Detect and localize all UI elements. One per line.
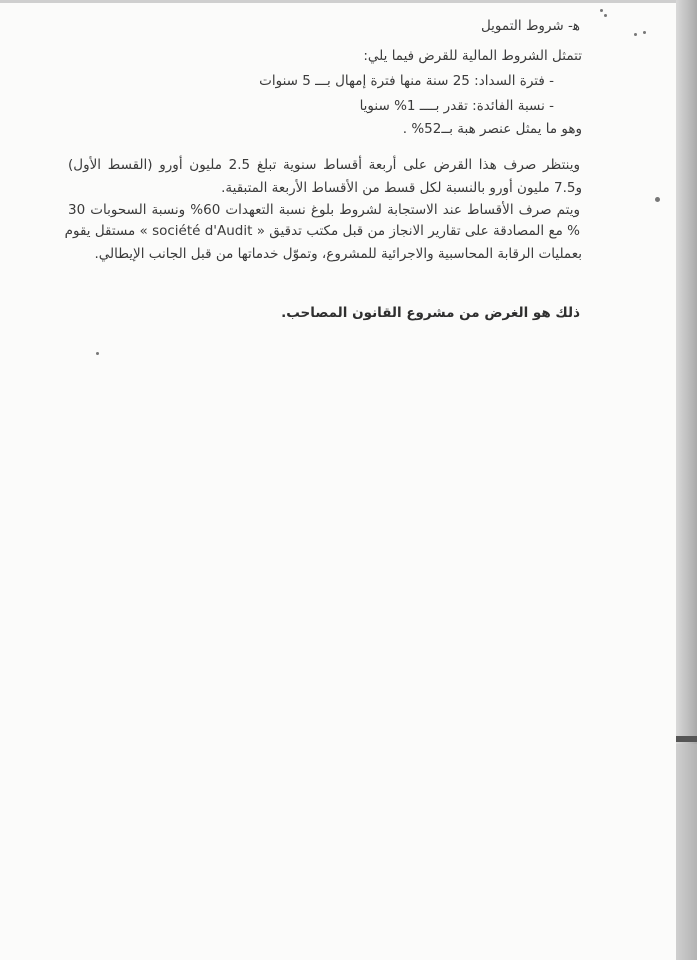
scan-speck [600,9,603,12]
scan-speck [643,31,646,34]
grant-line: وهو ما يمثل عنصر هبة بــ52% . [402,121,582,137]
paragraph1-line-2: و7.5 مليون أورو بالنسبة لكل قسط من الأقساط الأربعة المتبقية. [221,180,582,196]
paragraph2-line-3: بعمليات الرقابة المحاسبية والاجرائية للمشروع، وتموّل خدماتها من قبل الجانب الإيطالي. [94,246,582,262]
paragraph1-line-1: وينتظر صرف هذا القرض على أربعة أقساط سنوية تبلغ 2.5 مليون أورو (القسط الأول) [68,157,580,173]
page-top-edge [0,0,676,3]
scan-speck [604,14,607,17]
scan-speck [634,33,637,36]
scan-speck [96,352,99,355]
bullet-repayment: - فترة السداد: 25 سنة منها فترة إمهال بـــ 5 سنوات [259,73,554,89]
paragraph2-line-2: % مع المصادقة على تقارير الانجاز من قبل مكتب تدقيق « société d'Audit » مستقل يقوم [64,223,580,239]
paragraph2-line-1: ويتم صرف الأقساط عند الاستجابة لشروط بلوغ نسبة التعهدات 60% ونسبة السحوبات 30 [68,202,580,218]
scan-speck [655,197,660,202]
scan-right-edge [676,0,697,960]
scan-edge-lower [676,744,697,960]
closing-statement: ذلك هو الغرض من مشروع القانون المصاحب. [281,305,580,321]
bullet-interest: - نسبة الفائدة: تقدر بــــ 1% سنويا [359,98,554,114]
scan-edge-band [676,736,697,742]
intro-line: تتمثل الشروط المالية للقرض فيما يلي: [363,48,582,64]
section-heading: ﻫ- شروط التمويل [480,18,580,34]
